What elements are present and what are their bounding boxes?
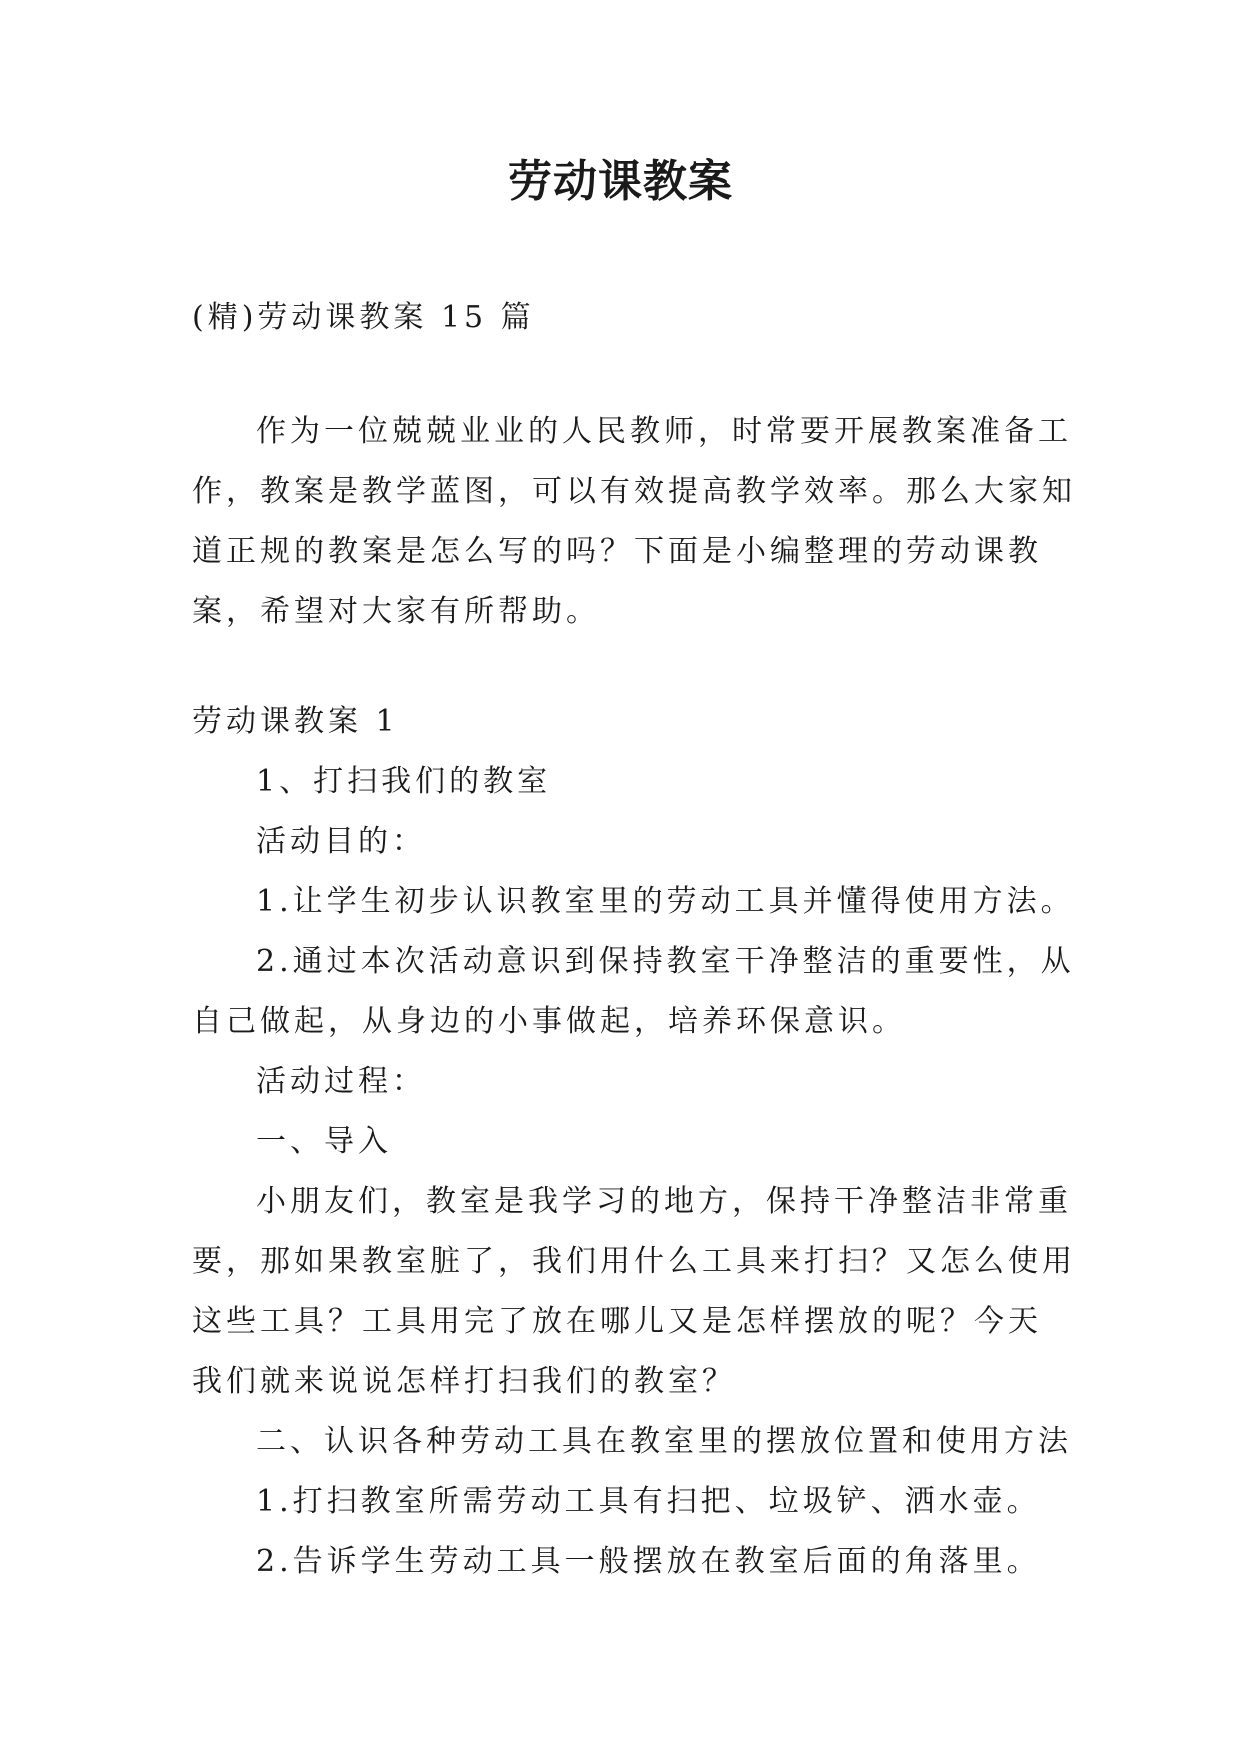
body-line: 1.让学生初步认识教室里的劳动工具并懂得使用方法。	[256, 884, 1075, 919]
body-line: 活动过程：	[256, 1064, 426, 1099]
body-line: 一、导入	[256, 1124, 392, 1159]
document-body	[192, 288, 1076, 1592]
body-line: 2.告诉学生劳动工具一般摆放在教室后面的角落里。	[256, 1544, 1041, 1579]
page-title: 劳动课教案	[508, 156, 733, 207]
body-line: 2.通过本次活动意识到保持教室干净整洁的重要性，从	[256, 944, 1075, 979]
body-line: 活动目的：	[256, 824, 426, 859]
body-line: 自己做起，从身边的小事做起，培养环保意识。	[192, 1004, 906, 1039]
body-line: 二、认识各种劳动工具在教室里的摆放位置和使用方法	[256, 1424, 1072, 1459]
section-lines	[192, 752, 1076, 1592]
section-heading: 劳动课教案 1	[192, 704, 399, 739]
body-line: 小朋友们，教室是我学习的地方，保持干净整洁非常重	[256, 1184, 1072, 1219]
intro-line: 作，教案是教学蓝图，可以有效提高教学效率。那么大家知	[192, 474, 1076, 509]
document-subtitle: (精)劳动课教案 15 篇	[192, 300, 535, 335]
body-line: 1.打扫教室所需劳动工具有扫把、垃圾铲、洒水壶。	[256, 1484, 1041, 1519]
body-line: 1、打扫我们的教室	[256, 764, 552, 799]
body-line: 要，那如果教室脏了，我们用什么工具来打扫？又怎么使用	[192, 1244, 1076, 1279]
body-line: 我们就来说说怎样打扫我们的教室？	[192, 1364, 736, 1399]
intro-line: 作为一位兢兢业业的人民教师，时常要开展教案准备工	[256, 414, 1072, 449]
body-line: 这些工具？工具用完了放在哪儿又是怎样摆放的呢？今天	[192, 1304, 1042, 1339]
intro-line: 案，希望对大家有所帮助。	[192, 594, 600, 629]
intro-line: 道正规的教案是怎么写的吗？下面是小编整理的劳动课教	[192, 534, 1042, 569]
